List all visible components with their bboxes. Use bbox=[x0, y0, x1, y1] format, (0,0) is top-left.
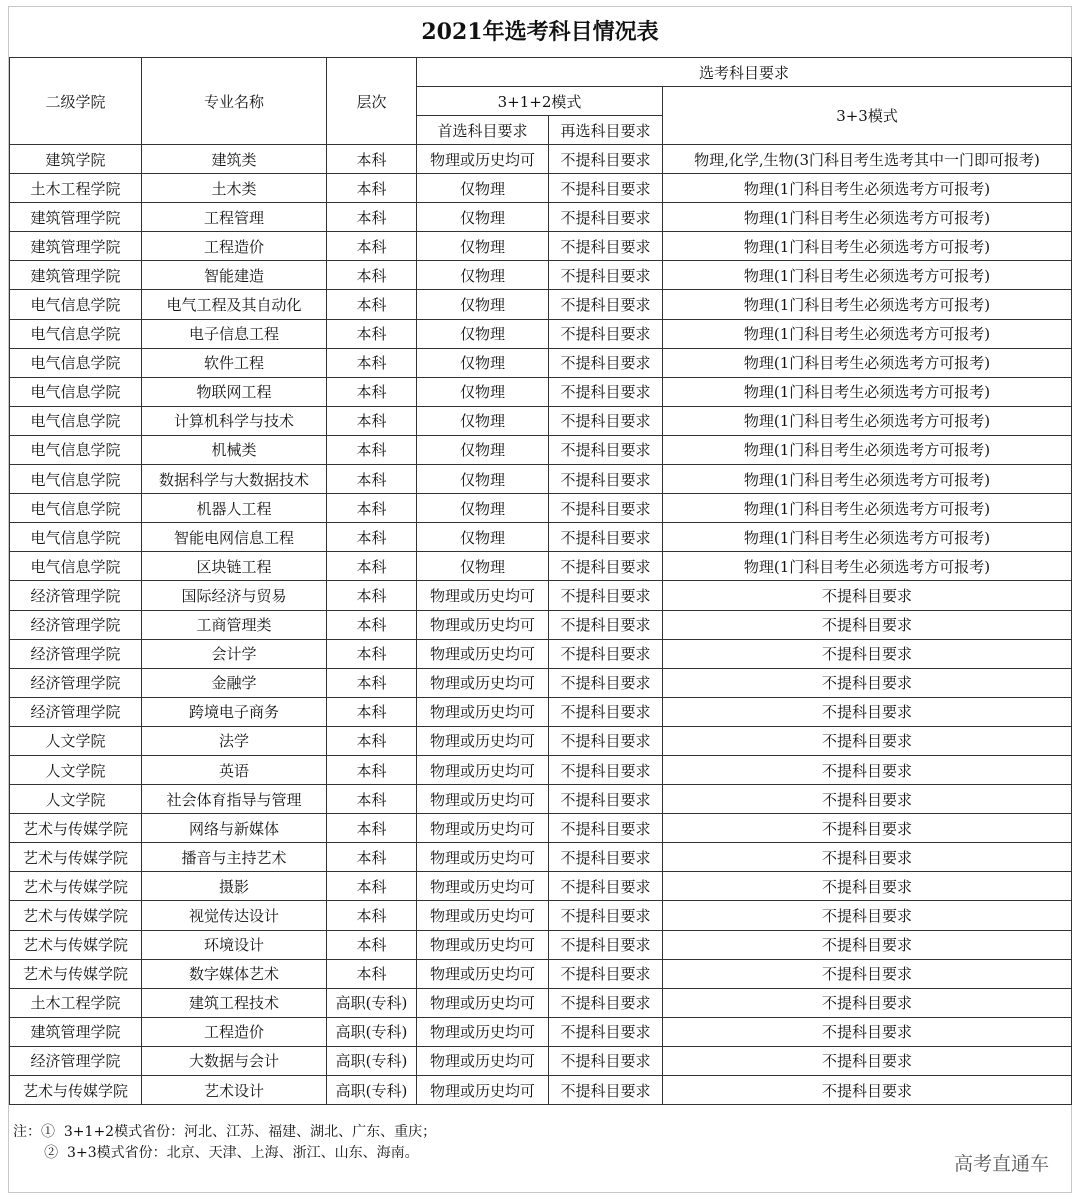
cell-college: 土木工程学院 bbox=[10, 174, 142, 203]
cell-level: 高职(专科) bbox=[327, 1046, 417, 1075]
cell-mode-33: 物理(1门科目考生必须选考方可报考) bbox=[663, 232, 1072, 261]
cell-first-choice: 仅物理 bbox=[417, 377, 549, 406]
cell-major: 区块链工程 bbox=[142, 552, 327, 581]
table-row bbox=[10, 552, 1072, 581]
table-row bbox=[10, 639, 1072, 668]
cell-college: 艺术与传媒学院 bbox=[10, 901, 142, 930]
cell-first-choice: 仅物理 bbox=[417, 523, 549, 552]
cell-second-choice: 不提科目要求 bbox=[549, 610, 663, 639]
cell-first-choice: 仅物理 bbox=[417, 348, 549, 377]
table-row bbox=[10, 785, 1072, 814]
cell-first-choice: 仅物理 bbox=[417, 319, 549, 348]
cell-major: 工程造价 bbox=[142, 1017, 327, 1046]
cell-college: 电气信息学院 bbox=[10, 435, 142, 464]
cell-level: 本科 bbox=[327, 174, 417, 203]
cell-major: 土木类 bbox=[142, 174, 327, 203]
cell-major: 软件工程 bbox=[142, 348, 327, 377]
cell-first-choice: 仅物理 bbox=[417, 494, 549, 523]
table-row bbox=[10, 523, 1072, 552]
table-row bbox=[10, 348, 1072, 377]
header-second-choice: 再选科目要求 bbox=[549, 116, 663, 145]
cell-first-choice: 物理或历史均可 bbox=[417, 726, 549, 755]
cell-major: 会计学 bbox=[142, 639, 327, 668]
cell-first-choice: 物理或历史均可 bbox=[417, 785, 549, 814]
cell-second-choice: 不提科目要求 bbox=[549, 494, 663, 523]
cell-second-choice: 不提科目要求 bbox=[549, 581, 663, 610]
cell-mode-33: 物理(1门科目考生必须选考方可报考) bbox=[663, 523, 1072, 552]
cell-second-choice: 不提科目要求 bbox=[549, 174, 663, 203]
cell-major: 播音与主持艺术 bbox=[142, 843, 327, 872]
table-row bbox=[10, 232, 1072, 261]
table-row bbox=[10, 319, 1072, 348]
cell-level: 本科 bbox=[327, 610, 417, 639]
table-row bbox=[10, 494, 1072, 523]
cell-first-choice: 物理或历史均可 bbox=[417, 901, 549, 930]
table-row bbox=[10, 406, 1072, 435]
footnotes bbox=[13, 1122, 436, 1164]
table-row bbox=[10, 261, 1072, 290]
cell-mode-33: 物理,化学,生物(3门科目考生选考其中一门即可报考) bbox=[663, 145, 1072, 174]
cell-college: 土木工程学院 bbox=[10, 988, 142, 1017]
cell-mode-33: 不提科目要求 bbox=[663, 872, 1072, 901]
cell-college: 经济管理学院 bbox=[10, 1046, 142, 1075]
table-row bbox=[10, 435, 1072, 464]
cell-level: 本科 bbox=[327, 348, 417, 377]
cell-major: 数据科学与大数据技术 bbox=[142, 465, 327, 494]
cell-college: 电气信息学院 bbox=[10, 348, 142, 377]
header-college: 二级学院 bbox=[10, 58, 142, 145]
cell-second-choice: 不提科目要求 bbox=[549, 523, 663, 552]
cell-major: 计算机科学与技术 bbox=[142, 406, 327, 435]
cell-college: 艺术与传媒学院 bbox=[10, 1076, 142, 1105]
cell-mode-33: 不提科目要求 bbox=[663, 901, 1072, 930]
cell-level: 高职(专科) bbox=[327, 1076, 417, 1105]
cell-level: 本科 bbox=[327, 872, 417, 901]
table-row bbox=[10, 1017, 1072, 1046]
table-row bbox=[10, 814, 1072, 843]
cell-mode-33: 物理(1门科目考生必须选考方可报考) bbox=[663, 261, 1072, 290]
table-row bbox=[10, 174, 1072, 203]
cell-first-choice: 物理或历史均可 bbox=[417, 1046, 549, 1075]
cell-major: 数字媒体艺术 bbox=[142, 959, 327, 988]
cell-level: 本科 bbox=[327, 959, 417, 988]
cell-major: 电气工程及其自动化 bbox=[142, 290, 327, 319]
cell-major: 建筑工程技术 bbox=[142, 988, 327, 1017]
cell-major: 金融学 bbox=[142, 668, 327, 697]
cell-major: 机械类 bbox=[142, 435, 327, 464]
cell-first-choice: 仅物理 bbox=[417, 290, 549, 319]
cell-mode-33: 不提科目要求 bbox=[663, 610, 1072, 639]
cell-level: 本科 bbox=[327, 814, 417, 843]
cell-second-choice: 不提科目要求 bbox=[549, 261, 663, 290]
cell-first-choice: 仅物理 bbox=[417, 232, 549, 261]
cell-college: 艺术与传媒学院 bbox=[10, 843, 142, 872]
cell-level: 本科 bbox=[327, 755, 417, 784]
cell-second-choice: 不提科目要求 bbox=[549, 697, 663, 726]
cell-major: 电子信息工程 bbox=[142, 319, 327, 348]
cell-first-choice: 仅物理 bbox=[417, 406, 549, 435]
cell-second-choice: 不提科目要求 bbox=[549, 901, 663, 930]
cell-level: 本科 bbox=[327, 232, 417, 261]
cell-second-choice: 不提科目要求 bbox=[549, 1076, 663, 1105]
cell-first-choice: 仅物理 bbox=[417, 261, 549, 290]
cell-second-choice: 不提科目要求 bbox=[549, 435, 663, 464]
cell-level: 本科 bbox=[327, 203, 417, 232]
cell-mode-33: 不提科目要求 bbox=[663, 843, 1072, 872]
cell-major: 工程造价 bbox=[142, 232, 327, 261]
cell-level: 本科 bbox=[327, 785, 417, 814]
cell-level: 本科 bbox=[327, 552, 417, 581]
cell-mode-33: 物理(1门科目考生必须选考方可报考) bbox=[663, 406, 1072, 435]
cell-second-choice: 不提科目要求 bbox=[549, 1017, 663, 1046]
cell-second-choice: 不提科目要求 bbox=[549, 726, 663, 755]
cell-college: 电气信息学院 bbox=[10, 523, 142, 552]
cell-mode-33: 物理(1门科目考生必须选考方可报考) bbox=[663, 319, 1072, 348]
cell-first-choice: 物理或历史均可 bbox=[417, 755, 549, 784]
cell-college: 电气信息学院 bbox=[10, 290, 142, 319]
cell-level: 本科 bbox=[327, 668, 417, 697]
cell-mode-33: 不提科目要求 bbox=[663, 785, 1072, 814]
table-row bbox=[10, 377, 1072, 406]
cell-second-choice: 不提科目要求 bbox=[549, 203, 663, 232]
cell-major: 工程管理 bbox=[142, 203, 327, 232]
cell-mode-33: 不提科目要求 bbox=[663, 755, 1072, 784]
cell-mode-33: 物理(1门科目考生必须选考方可报考) bbox=[663, 552, 1072, 581]
cell-major: 智能建造 bbox=[142, 261, 327, 290]
table-row bbox=[10, 203, 1072, 232]
cell-major: 物联网工程 bbox=[142, 377, 327, 406]
cell-second-choice: 不提科目要求 bbox=[549, 872, 663, 901]
table-row bbox=[10, 465, 1072, 494]
cell-first-choice: 仅物理 bbox=[417, 174, 549, 203]
cell-mode-33: 不提科目要求 bbox=[663, 639, 1072, 668]
cell-level: 本科 bbox=[327, 843, 417, 872]
cell-second-choice: 不提科目要求 bbox=[549, 843, 663, 872]
cell-mode-33: 不提科目要求 bbox=[663, 1046, 1072, 1075]
table-row bbox=[10, 755, 1072, 784]
cell-second-choice: 不提科目要求 bbox=[549, 1046, 663, 1075]
cell-mode-33: 物理(1门科目考生必须选考方可报考) bbox=[663, 290, 1072, 319]
cell-college: 经济管理学院 bbox=[10, 639, 142, 668]
cell-college: 电气信息学院 bbox=[10, 552, 142, 581]
cell-major: 摄影 bbox=[142, 872, 327, 901]
cell-college: 电气信息学院 bbox=[10, 465, 142, 494]
cell-second-choice: 不提科目要求 bbox=[549, 668, 663, 697]
table-row bbox=[10, 901, 1072, 930]
cell-level: 本科 bbox=[327, 145, 417, 174]
cell-level: 本科 bbox=[327, 901, 417, 930]
cell-second-choice: 不提科目要求 bbox=[549, 465, 663, 494]
header-mode-33: 3+3模式 bbox=[663, 87, 1072, 145]
cell-mode-33: 不提科目要求 bbox=[663, 1076, 1072, 1105]
cell-mode-33: 不提科目要求 bbox=[663, 726, 1072, 755]
cell-mode-33: 物理(1门科目考生必须选考方可报考) bbox=[663, 203, 1072, 232]
cell-college: 电气信息学院 bbox=[10, 494, 142, 523]
cell-second-choice: 不提科目要求 bbox=[549, 930, 663, 959]
cell-first-choice: 仅物理 bbox=[417, 552, 549, 581]
cell-major: 视觉传达设计 bbox=[142, 901, 327, 930]
cell-first-choice: 物理或历史均可 bbox=[417, 988, 549, 1017]
cell-mode-33: 物理(1门科目考生必须选考方可报考) bbox=[663, 377, 1072, 406]
table-row bbox=[10, 1076, 1072, 1105]
cell-first-choice: 物理或历史均可 bbox=[417, 814, 549, 843]
cell-first-choice: 物理或历史均可 bbox=[417, 639, 549, 668]
cell-college: 建筑管理学院 bbox=[10, 261, 142, 290]
cell-second-choice: 不提科目要求 bbox=[549, 348, 663, 377]
cell-college: 建筑管理学院 bbox=[10, 203, 142, 232]
cell-first-choice: 物理或历史均可 bbox=[417, 843, 549, 872]
cell-second-choice: 不提科目要求 bbox=[549, 406, 663, 435]
cell-major: 法学 bbox=[142, 726, 327, 755]
cell-major: 大数据与会计 bbox=[142, 1046, 327, 1075]
cell-mode-33: 不提科目要求 bbox=[663, 697, 1072, 726]
cell-mode-33: 不提科目要求 bbox=[663, 581, 1072, 610]
cell-college: 人文学院 bbox=[10, 755, 142, 784]
cell-college: 艺术与传媒学院 bbox=[10, 930, 142, 959]
cell-mode-33: 不提科目要求 bbox=[663, 668, 1072, 697]
cell-major: 跨境电子商务 bbox=[142, 697, 327, 726]
cell-mode-33: 物理(1门科目考生必须选考方可报考) bbox=[663, 494, 1072, 523]
cell-major: 机器人工程 bbox=[142, 494, 327, 523]
cell-level: 本科 bbox=[327, 523, 417, 552]
cell-major: 社会体育指导与管理 bbox=[142, 785, 327, 814]
cell-first-choice: 仅物理 bbox=[417, 203, 549, 232]
cell-second-choice: 不提科目要求 bbox=[549, 319, 663, 348]
cell-mode-33: 不提科目要求 bbox=[663, 814, 1072, 843]
footnote-312: 注：① 3+1+2模式省份：河北、江苏、福建、湖北、广东、重庆； bbox=[13, 1124, 437, 1140]
cell-college: 艺术与传媒学院 bbox=[10, 959, 142, 988]
cell-first-choice: 物理或历史均可 bbox=[417, 1076, 549, 1105]
subject-requirements-table bbox=[9, 57, 1072, 1105]
cell-second-choice: 不提科目要求 bbox=[549, 232, 663, 261]
header-level: 层次 bbox=[327, 58, 417, 145]
cell-major: 艺术设计 bbox=[142, 1076, 327, 1105]
cell-level: 本科 bbox=[327, 494, 417, 523]
table-row bbox=[10, 145, 1072, 174]
cell-first-choice: 物理或历史均可 bbox=[417, 697, 549, 726]
cell-mode-33: 不提科目要求 bbox=[663, 959, 1072, 988]
cell-level: 高职(专科) bbox=[327, 988, 417, 1017]
cell-major: 智能电网信息工程 bbox=[142, 523, 327, 552]
table-row bbox=[10, 290, 1072, 319]
cell-major: 国际经济与贸易 bbox=[142, 581, 327, 610]
cell-second-choice: 不提科目要求 bbox=[549, 145, 663, 174]
cell-second-choice: 不提科目要求 bbox=[549, 290, 663, 319]
cell-first-choice: 物理或历史均可 bbox=[417, 930, 549, 959]
cell-mode-33: 物理(1门科目考生必须选考方可报考) bbox=[663, 348, 1072, 377]
cell-level: 本科 bbox=[327, 290, 417, 319]
header-first-choice: 首选科目要求 bbox=[417, 116, 549, 145]
cell-college: 建筑管理学院 bbox=[10, 232, 142, 261]
page-title: 2021年选考科目情况表 bbox=[9, 7, 1071, 58]
table-row bbox=[10, 1046, 1072, 1075]
header-requirements: 选考科目要求 bbox=[417, 58, 1072, 87]
cell-first-choice: 仅物理 bbox=[417, 465, 549, 494]
cell-first-choice: 物理或历史均可 bbox=[417, 145, 549, 174]
cell-college: 人文学院 bbox=[10, 726, 142, 755]
cell-college: 经济管理学院 bbox=[10, 668, 142, 697]
table-row bbox=[10, 581, 1072, 610]
cell-college: 电气信息学院 bbox=[10, 406, 142, 435]
cell-level: 本科 bbox=[327, 697, 417, 726]
cell-level: 本科 bbox=[327, 465, 417, 494]
watermark: 高考直通车 bbox=[953, 1153, 1049, 1175]
document-page bbox=[8, 6, 1072, 1193]
footnote-33: ② 3+3模式省份：北京、天津、上海、浙江、山东、海南。 bbox=[13, 1145, 419, 1161]
cell-first-choice: 物理或历史均可 bbox=[417, 872, 549, 901]
cell-second-choice: 不提科目要求 bbox=[549, 959, 663, 988]
cell-level: 高职(专科) bbox=[327, 1017, 417, 1046]
cell-college: 经济管理学院 bbox=[10, 581, 142, 610]
cell-level: 本科 bbox=[327, 319, 417, 348]
cell-college: 建筑管理学院 bbox=[10, 1017, 142, 1046]
cell-level: 本科 bbox=[327, 581, 417, 610]
table-row bbox=[10, 959, 1072, 988]
cell-level: 本科 bbox=[327, 639, 417, 668]
cell-first-choice: 物理或历史均可 bbox=[417, 581, 549, 610]
cell-mode-33: 不提科目要求 bbox=[663, 930, 1072, 959]
header-mode-312: 3+1+2模式 bbox=[417, 87, 663, 116]
cell-first-choice: 物理或历史均可 bbox=[417, 1017, 549, 1046]
cell-college: 电气信息学院 bbox=[10, 377, 142, 406]
cell-level: 本科 bbox=[327, 726, 417, 755]
table-row bbox=[10, 668, 1072, 697]
cell-college: 经济管理学院 bbox=[10, 610, 142, 639]
table-row bbox=[10, 930, 1072, 959]
cell-level: 本科 bbox=[327, 930, 417, 959]
cell-major: 网络与新媒体 bbox=[142, 814, 327, 843]
cell-mode-33: 不提科目要求 bbox=[663, 988, 1072, 1017]
cell-major: 环境设计 bbox=[142, 930, 327, 959]
cell-second-choice: 不提科目要求 bbox=[549, 552, 663, 581]
cell-college: 电气信息学院 bbox=[10, 319, 142, 348]
cell-second-choice: 不提科目要求 bbox=[549, 639, 663, 668]
cell-major: 建筑类 bbox=[142, 145, 327, 174]
cell-level: 本科 bbox=[327, 406, 417, 435]
cell-major: 英语 bbox=[142, 755, 327, 784]
cell-college: 艺术与传媒学院 bbox=[10, 872, 142, 901]
cell-first-choice: 物理或历史均可 bbox=[417, 959, 549, 988]
table-row bbox=[10, 988, 1072, 1017]
table-row bbox=[10, 697, 1072, 726]
cell-mode-33: 物理(1门科目考生必须选考方可报考) bbox=[663, 174, 1072, 203]
table-row bbox=[10, 843, 1072, 872]
table-row bbox=[10, 610, 1072, 639]
cell-second-choice: 不提科目要求 bbox=[549, 988, 663, 1017]
cell-college: 人文学院 bbox=[10, 785, 142, 814]
cell-mode-33: 物理(1门科目考生必须选考方可报考) bbox=[663, 435, 1072, 464]
cell-second-choice: 不提科目要求 bbox=[549, 785, 663, 814]
cell-first-choice: 仅物理 bbox=[417, 435, 549, 464]
cell-college: 经济管理学院 bbox=[10, 697, 142, 726]
cell-second-choice: 不提科目要求 bbox=[549, 814, 663, 843]
cell-second-choice: 不提科目要求 bbox=[549, 755, 663, 784]
cell-level: 本科 bbox=[327, 261, 417, 290]
cell-first-choice: 物理或历史均可 bbox=[417, 610, 549, 639]
table-row bbox=[10, 726, 1072, 755]
cell-level: 本科 bbox=[327, 435, 417, 464]
cell-first-choice: 物理或历史均可 bbox=[417, 668, 549, 697]
cell-mode-33: 不提科目要求 bbox=[663, 1017, 1072, 1046]
cell-college: 建筑学院 bbox=[10, 145, 142, 174]
cell-college: 艺术与传媒学院 bbox=[10, 814, 142, 843]
cell-level: 本科 bbox=[327, 377, 417, 406]
cell-second-choice: 不提科目要求 bbox=[549, 377, 663, 406]
table-row bbox=[10, 872, 1072, 901]
cell-mode-33: 物理(1门科目考生必须选考方可报考) bbox=[663, 465, 1072, 494]
header-major: 专业名称 bbox=[142, 58, 327, 145]
cell-major: 工商管理类 bbox=[142, 610, 327, 639]
